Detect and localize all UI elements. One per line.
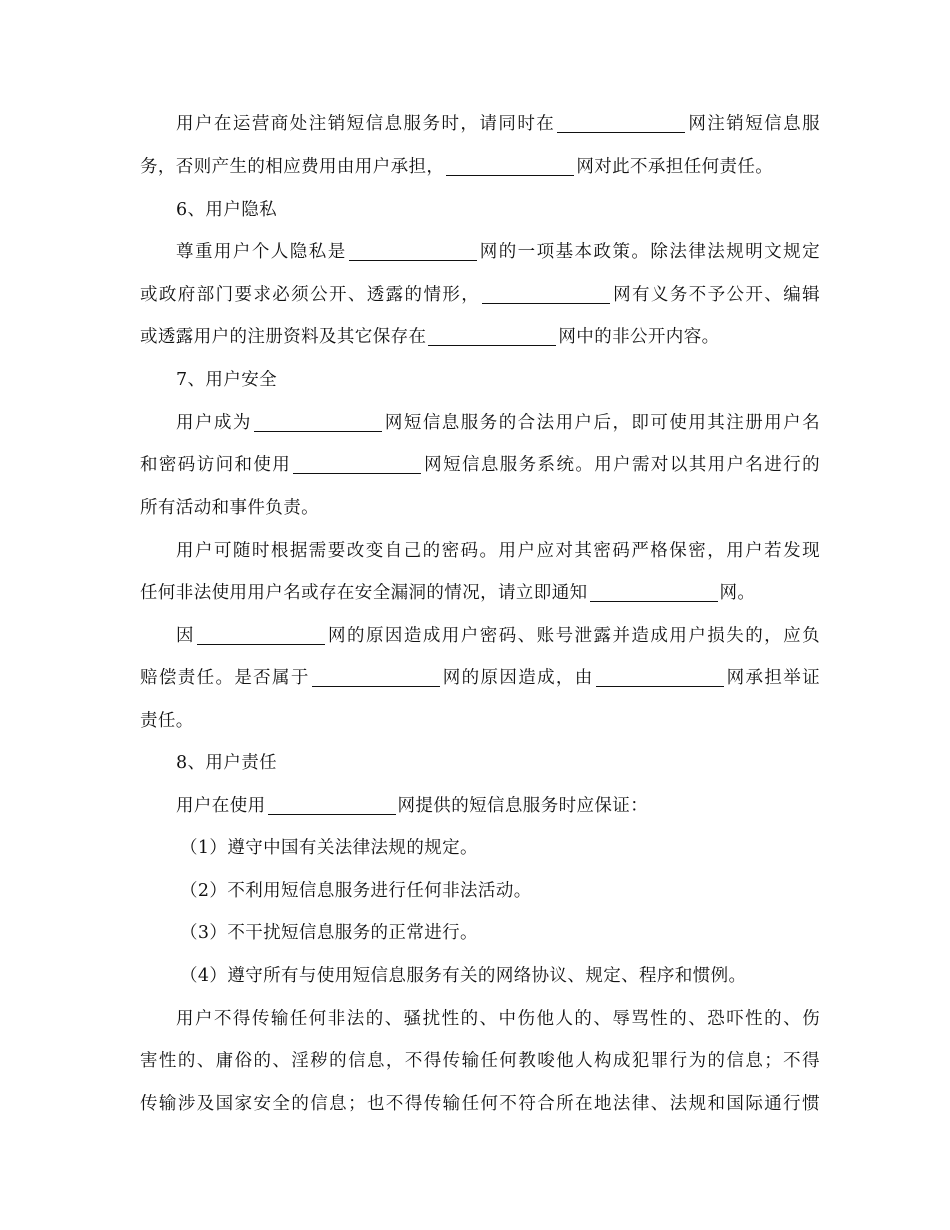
paragraph-line: 用户成为 网短信息服务的合法用户后，即可使用其注册用户名: [176, 413, 820, 433]
fill-in-blank: [590, 581, 718, 602]
paragraph-line: 务，否则产生的相应费用由用户承担， 网对此不承担任何责任。: [140, 157, 774, 177]
paragraph-line: 因 网的原因造成用户密码、账号泄露并造成用户损失的，应负: [176, 626, 820, 646]
section-heading-7: 7、用户安全: [176, 370, 278, 390]
paragraph-line: 用户在运营商处注销短信息服务时，请同时在 网注销短信息服: [176, 114, 820, 134]
paragraph-line: 所有活动和事件负责。: [140, 498, 319, 518]
section-heading-6: 6、用户隐私: [176, 200, 278, 220]
fill-in-blank: [428, 325, 556, 346]
paragraph-line: 责任。: [140, 711, 194, 731]
paragraph-line: 或透露用户的注册资料及其它保存在 网中的非公开内容。: [140, 327, 720, 347]
fill-in-blank: [197, 624, 325, 645]
paragraph-line: 用户在使用 网提供的短信息服务时应保证：: [176, 796, 649, 816]
paragraph-line: 和密码访问和使用 网短信息服务系统。用户需对以其用户名进行的: [140, 455, 820, 475]
list-item: （2）不利用短信息服务进行任何非法活动。: [180, 881, 532, 901]
fill-in-blank: [596, 666, 724, 687]
fill-in-blank: [349, 240, 477, 261]
fill-in-blank: [482, 283, 610, 304]
paragraph-line: 传输涉及国家安全的信息；也不得传输任何不符合所在地法律、法规和国际通行惯: [140, 1094, 820, 1114]
paragraph-line: 用户可随时根据需要改变自己的密码。用户应对其密码严格保密，用户若发现: [176, 541, 820, 561]
fill-in-blank: [268, 794, 396, 815]
paragraph-line: 尊重用户个人隐私是 网的一项基本政策。除法律法规明文规定: [176, 242, 820, 262]
paragraph-line: 害性的、庸俗的、淫秽的信息，不得传输任何教唆他人构成犯罪行为的信息；不得: [140, 1051, 820, 1071]
paragraph-line: 或政府部门要求必须公开、透露的情形， 网有义务不予公开、编辑: [140, 285, 820, 305]
paragraph-line: 用户不得传输任何非法的、骚扰性的、中伤他人的、辱骂性的、恐吓性的、伤: [176, 1009, 820, 1029]
list-item: （3）不干扰短信息服务的正常进行。: [180, 923, 478, 943]
list-item: （1）遵守中国有关法律法规的规定。: [180, 838, 478, 858]
fill-in-blank: [557, 112, 685, 133]
section-heading-8: 8、用户责任: [176, 753, 278, 773]
fill-in-blank: [312, 666, 440, 687]
list-item: （4）遵守所有与使用短信息服务有关的网络协议、规定、程序和惯例。: [180, 966, 747, 986]
fill-in-blank: [446, 155, 574, 176]
fill-in-blank: [293, 453, 421, 474]
paragraph-line: 赔偿责任。是否属于 网的原因造成，由 网承担举证: [140, 668, 820, 688]
fill-in-blank: [254, 411, 382, 432]
paragraph-line: 任何非法使用用户名或存在安全漏洞的情况，请立即通知 网。: [140, 583, 756, 603]
